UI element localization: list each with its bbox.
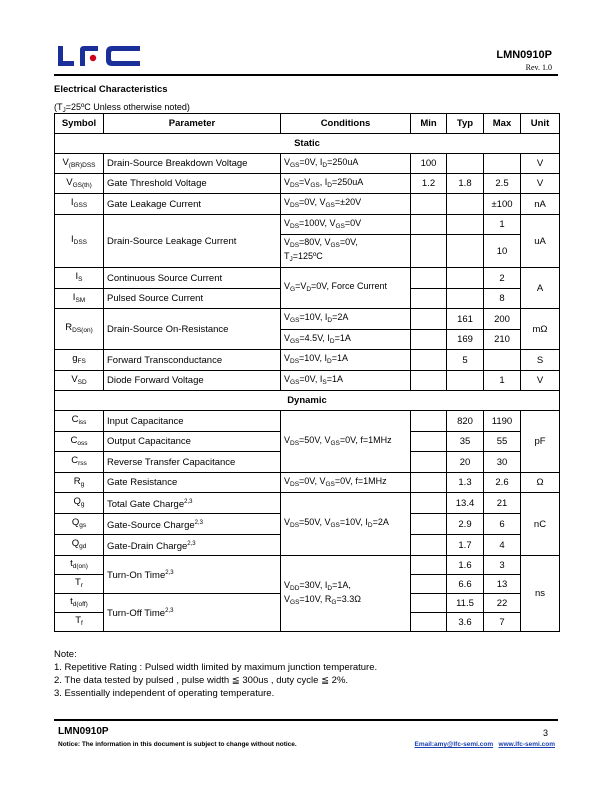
note-item: 1. Repetitive Rating : Pulsed width limited by maximum junction temperature. xyxy=(54,662,378,673)
conditions-cell: $V_G=V_D=0V$, Force Current xyxy=(281,268,411,309)
max-cell: 8 xyxy=(484,289,521,309)
parameter-cell: Diode Forward Voltage xyxy=(104,371,281,391)
conditions-cell: $V_{DS}=50V$, $V_{GS}=10V$, $I_D=2A$ xyxy=(281,493,411,556)
max-cell: 2 xyxy=(484,268,521,289)
unit-cell: Ω xyxy=(521,473,560,493)
max-cell: 21 xyxy=(484,493,521,514)
col-header: Conditions xyxy=(281,114,411,134)
note-item: 2. The data tested by pulsed , pulse width ≦ 300us , duty cycle ≦ 2%. xyxy=(54,675,349,686)
typ-cell xyxy=(447,268,484,289)
unit-cell: nC xyxy=(521,493,560,556)
header-part-number: LMN0910P xyxy=(496,49,552,61)
min-cell: 1.2 xyxy=(411,174,447,194)
footer-contact xyxy=(415,741,556,748)
unit-cell: nA xyxy=(521,194,560,215)
footer-part-number: LMN0910P xyxy=(58,726,109,737)
parameter-cell: Total Gate Charge$^{2,3}$ xyxy=(104,493,281,514)
max-cell: 1 xyxy=(484,371,521,391)
conditions-cell: $V_{GS}=0V$, $I_S=1A$ xyxy=(281,371,411,391)
table-row xyxy=(55,350,560,371)
min-cell: 100 xyxy=(411,154,447,174)
table-header-row xyxy=(55,114,560,134)
typ-cell xyxy=(447,194,484,215)
table-row xyxy=(55,268,560,289)
typ-cell: 3.6 xyxy=(447,613,484,632)
conditions-cell: $V_{DD}=30V$, $I_D=1A$, $V_{GS}=10V$, $R_G=3.3\Omega$ xyxy=(281,556,411,632)
typ-cell: 169 xyxy=(447,330,484,350)
symbol-cell: $R_g$ xyxy=(55,473,104,493)
conditions-cell: $V_{DS}=100V$, $V_{GS}=0V$ xyxy=(281,215,411,235)
max-cell: 22 xyxy=(484,594,521,613)
min-cell xyxy=(411,371,447,391)
typ-cell: 6.6 xyxy=(447,575,484,594)
symbol-cell: $g_{FS}$ xyxy=(55,350,104,371)
symbol-cell: $V_{GS(th)}$ xyxy=(55,174,104,194)
col-header: Typ xyxy=(447,114,484,134)
parameter-cell: Gate Leakage Current xyxy=(104,194,281,215)
symbol-cell: $t_{d(on)}$ xyxy=(55,556,104,575)
table-row xyxy=(55,556,560,575)
parameter-cell: Continuous Source Current xyxy=(104,268,281,289)
symbol-cell: $t_{d(off)}$ xyxy=(55,594,104,613)
max-cell: 210 xyxy=(484,330,521,350)
typ-cell: 1.8 xyxy=(447,174,484,194)
conditions-cell: $V_{GS}=10V$, $I_D=2A$ xyxy=(281,309,411,330)
min-cell xyxy=(411,289,447,309)
symbol-cell: $I_{DSS}$ xyxy=(55,215,104,268)
min-cell xyxy=(411,514,447,535)
company-logo xyxy=(58,44,142,68)
col-header: Unit xyxy=(521,114,560,134)
max-cell: 55 xyxy=(484,432,521,452)
col-header: Max xyxy=(484,114,521,134)
revision-label: Rev. 1.0 xyxy=(525,63,552,72)
min-cell xyxy=(411,411,447,432)
min-cell xyxy=(411,473,447,493)
typ-cell: 1.7 xyxy=(447,535,484,556)
unit-cell: V xyxy=(521,371,560,391)
parameter-cell: Gate-Drain Charge$^{2,3}$ xyxy=(104,535,281,556)
unit-cell: S xyxy=(521,350,560,371)
min-cell xyxy=(411,556,447,575)
parameter-cell: Input Capacitance xyxy=(104,411,281,432)
symbol-cell: $I_{SM}$ xyxy=(55,289,104,309)
parameter-cell: Drain-Source Leakage Current xyxy=(104,215,281,268)
min-cell xyxy=(411,575,447,594)
parameter-cell: Gate Threshold Voltage xyxy=(104,174,281,194)
email-link[interactable]: Email:amy@lfc-semi.com xyxy=(414,741,494,748)
conditions-cell: $V_{DS}=0V$, $V_{GS}=\pm 20V$ xyxy=(281,194,411,215)
parameter-cell: Turn-On Time$^{2,3}$ xyxy=(104,556,281,594)
min-cell xyxy=(411,613,447,632)
typ-cell: 11.5 xyxy=(447,594,484,613)
max-cell: 1190 xyxy=(484,411,521,432)
max-cell: 7 xyxy=(484,613,521,632)
max-cell: 1 xyxy=(484,215,521,235)
section-label: Dynamic xyxy=(55,391,560,411)
typ-cell xyxy=(447,215,484,235)
unit-cell: mΩ xyxy=(521,309,560,350)
symbol-cell: $T_f$ xyxy=(55,613,104,632)
unit-cell: V xyxy=(521,174,560,194)
max-cell xyxy=(484,154,521,174)
unit-cell: pF xyxy=(521,411,560,473)
symbol-cell: $V_{(BR)DSS}$ xyxy=(55,154,104,174)
footer-notice: Notice: The information in this document is subject to change without notice. xyxy=(58,741,297,748)
symbol-cell: $V_{SD}$ xyxy=(55,371,104,391)
min-cell xyxy=(411,452,447,473)
table-row xyxy=(55,371,560,391)
table-row xyxy=(55,493,560,514)
unit-cell: ns xyxy=(521,556,560,632)
typ-cell: 1.3 xyxy=(447,473,484,493)
min-cell xyxy=(411,594,447,613)
parameter-cell: Forward Transconductance xyxy=(104,350,281,371)
table-row xyxy=(55,174,560,194)
parameter-cell: Pulsed Source Current xyxy=(104,289,281,309)
typ-cell: 820 xyxy=(447,411,484,432)
typ-cell: 5 xyxy=(447,350,484,371)
col-header: Parameter xyxy=(104,114,281,134)
max-cell: 2.6 xyxy=(484,473,521,493)
max-cell xyxy=(484,350,521,371)
typ-cell xyxy=(447,289,484,309)
symbol-cell: $Q_{gs}$ xyxy=(55,514,104,535)
col-header: Symbol xyxy=(55,114,104,134)
symbol-cell: $C_{iss}$ xyxy=(55,411,104,432)
typ-cell: 13.4 xyxy=(447,493,484,514)
min-cell xyxy=(411,235,447,268)
unit-cell: A xyxy=(521,268,560,309)
table-row xyxy=(55,215,560,235)
typ-cell: 161 xyxy=(447,309,484,330)
symbol-cell: $R_{DS(on)}$ xyxy=(55,309,104,350)
section-title: Electrical Characteristics xyxy=(54,84,168,95)
min-cell xyxy=(411,493,447,514)
table-row xyxy=(55,154,560,174)
symbol-cell: $C_{oss}$ xyxy=(55,432,104,452)
min-cell xyxy=(411,350,447,371)
table-row xyxy=(55,194,560,215)
min-cell xyxy=(411,309,447,330)
typ-cell xyxy=(447,154,484,174)
typ-cell: 35 xyxy=(447,432,484,452)
max-cell: 200 xyxy=(484,309,521,330)
parameter-cell: Turn-Off Time$^{2,3}$ xyxy=(104,594,281,632)
header-divider xyxy=(54,74,558,76)
footer-divider xyxy=(54,719,558,721)
parameter-cell: Reverse Transfer Capacitance xyxy=(104,452,281,473)
parameter-cell: Gate Resistance xyxy=(104,473,281,493)
typ-cell xyxy=(447,235,484,268)
min-cell xyxy=(411,215,447,235)
max-cell: 4 xyxy=(484,535,521,556)
max-cell: ±100 xyxy=(484,194,521,215)
conditions-cell: $V_{GS}=4.5V$, $I_D=1A$ xyxy=(281,330,411,350)
max-cell: 6 xyxy=(484,514,521,535)
symbol-cell: $I_S$ xyxy=(55,268,104,289)
table-row xyxy=(55,411,560,432)
symbol-cell: $I_{GSS}$ xyxy=(55,194,104,215)
conditions-cell: $V_{GS}=0V$, $I_D=250uA$ xyxy=(281,154,411,174)
dynamic-section-row xyxy=(55,391,560,411)
unit-cell: V xyxy=(521,154,560,174)
typ-cell xyxy=(447,371,484,391)
min-cell xyxy=(411,268,447,289)
notes-block xyxy=(54,648,377,700)
electrical-characteristics-table xyxy=(54,113,560,632)
parameter-cell: Output Capacitance xyxy=(104,432,281,452)
conditions-cell: $V_{DS}=10V$, $I_D=1A$ xyxy=(281,350,411,371)
table-row xyxy=(55,309,560,330)
conditions-cell: $V_{DS}=50V$, $V_{GS}=0V$, f=1MHz xyxy=(281,411,411,473)
symbol-cell: $C_{rss}$ xyxy=(55,452,104,473)
symbol-cell: $Q_g$ xyxy=(55,493,104,514)
conditions-cell: $V_{DS}=0V$, $V_{GS}=0V$, f=1MHz xyxy=(281,473,411,493)
static-section-row xyxy=(55,134,560,154)
min-cell xyxy=(411,432,447,452)
max-cell: 3 xyxy=(484,556,521,575)
page-number: 3 xyxy=(542,728,548,738)
note-item: 3. Essentially independent of operating temperature. xyxy=(54,688,275,699)
table-row xyxy=(55,473,560,493)
notes-title: Note: xyxy=(54,649,77,660)
typ-cell: 20 xyxy=(447,452,484,473)
typ-cell: 2.9 xyxy=(447,514,484,535)
symbol-cell: $T_r$ xyxy=(55,575,104,594)
min-cell xyxy=(411,330,447,350)
conditions-cell: $V_{DS}=V_{GS}$, $I_D=250uA$ xyxy=(281,174,411,194)
parameter-cell: Drain-Source On-Resistance xyxy=(104,309,281,350)
typ-cell: 1.6 xyxy=(447,556,484,575)
min-cell xyxy=(411,535,447,556)
conditions-note: ($T_J=25ºC$ Unless otherwise noted) xyxy=(54,102,190,114)
unit-cell: uA xyxy=(521,215,560,268)
section-label: Static xyxy=(55,134,560,154)
min-cell xyxy=(411,194,447,215)
max-cell: 10 xyxy=(484,235,521,268)
website-link[interactable]: www.lfc-semi.com xyxy=(498,741,555,748)
conditions-cell: $V_{DS}=80V$, $V_{GS}=0V$, $T_J=125ºC$ xyxy=(281,235,411,268)
col-header: Min xyxy=(411,114,447,134)
max-cell: 2.5 xyxy=(484,174,521,194)
symbol-cell: $Q_{gd}$ xyxy=(55,535,104,556)
max-cell: 30 xyxy=(484,452,521,473)
parameter-cell: Drain-Source Breakdown Voltage xyxy=(104,154,281,174)
parameter-cell: Gate-Source Charge$^{2,3}$ xyxy=(104,514,281,535)
max-cell: 13 xyxy=(484,575,521,594)
